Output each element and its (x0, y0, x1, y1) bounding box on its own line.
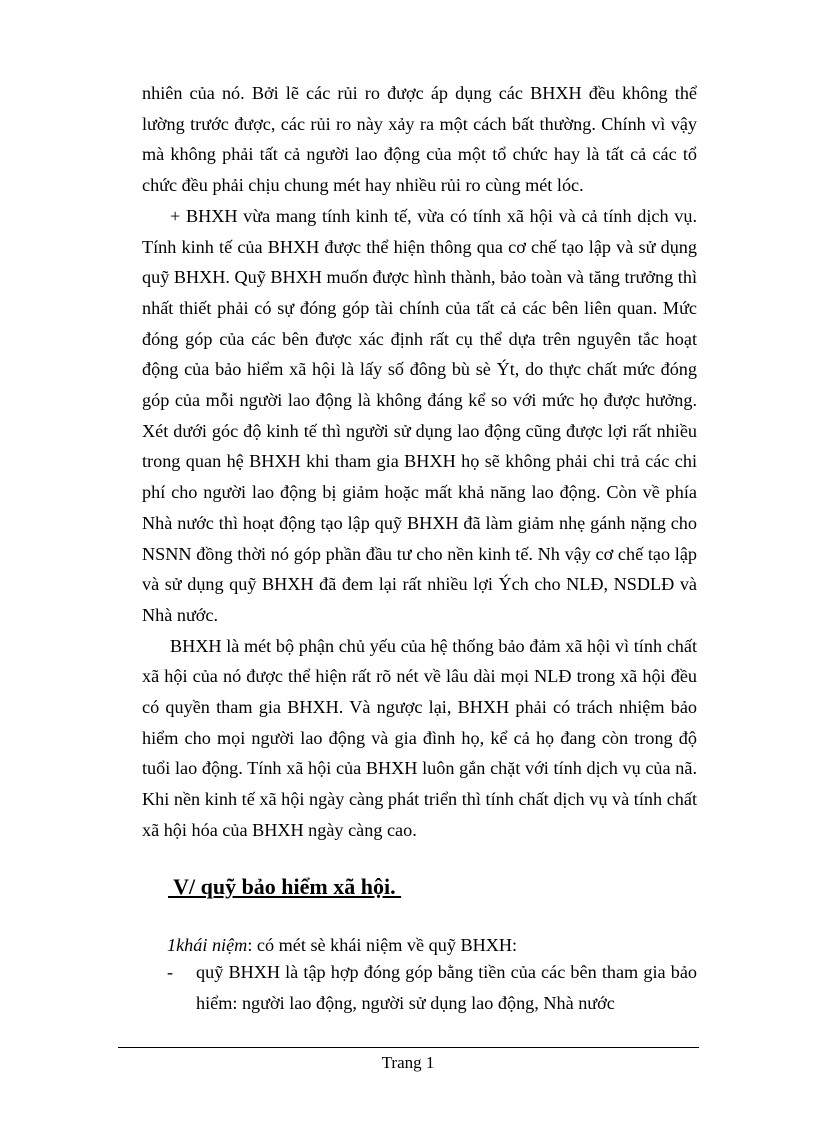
paragraph-continuation: nhiên của nó. Bởi lẽ các rủi ro được áp dụng các BHXH đều không thể lường trước được, các rủi ro này xảy ra một cách bất thường. Chính vì vậy mà không phải tất cả người lao động của một tổ chức hay là tất cả các tổ chức đều phải chịu chung mét hay nhiều rủi ro cùng mét lóc. (142, 83, 697, 196)
definition-list (142, 957, 697, 1018)
footer-divider (118, 1047, 699, 1048)
concept-text: : có mét sè khái niệm về quỹ BHXH: (247, 935, 518, 955)
body-text (142, 78, 697, 846)
list-item (142, 957, 697, 1018)
concept-intro (167, 930, 697, 960)
section-heading: V/ quỹ bảo hiểm xã hội. (168, 874, 402, 899)
paragraph-social-nature: BHXH là mét bộ phận chủ yếu của hệ thống bảo đảm xã hội vì tính chất xã hội của nó được thể hiện rất rõ nét về lâu dài mọi NLĐ trong xã hội đều có quyền tham gia BHXH. Và ngược lại, BHXH phải có trách nhiệm bảo hiểm cho mọi người lao động và gia đình họ, kể cả họ đang còn trong độ tuổi lao động. Tính xã hội của BHXH luôn gắn chặt với tính dịch vụ của nã. Khi nền kinh tế xã hội ngày càng phát triển thì tính chất dịch vụ và tính chất xã hội hóa của BHXH ngày càng cao. (142, 635, 697, 840)
concept-label: 1khái niệm (167, 935, 248, 955)
paragraph-economic-nature: + BHXH vừa mang tính kinh tế, vừa có tính xã hội và cả tính dịch vụ. Tính kinh tế của BHXH được thể hiện thông qua cơ chế tạo lập và sử dụng quỹ BHXH. Quỹ BHXH muốn được hình thành, bảo toàn và tăng trưởng thì nhất thiết phải có sự đóng góp tài chính của tất cả các bên liên quan. Mức đóng góp của các bên được xác định rất cụ thể dựa trên nguyên tắc hoạt động của bảo hiểm xã hội là lấy số đông bù sè Ýt, do thực chất mức đóng góp của mỗi người lao động là không đáng kể so với mức họ được hưởng. Xét dưới góc độ kinh tế thì người sử dụng lao động cũng được lợi rất nhiều trong quan hệ BHXH khi tham gia BHXH họ sẽ không phải chi trả các chi phí cho người lao động bị giảm hoặc mất khả năng lao động. Còn về phía Nhà nước thì hoạt động tạo lập quỹ BHXH đã làm giảm nhẹ gánh nặng cho NSNN đồng thời nó góp phần đầu tư cho nền kinh tế. Nh vậy cơ chế tạo lập và sử dụng quỹ BHXH đã đem lại rất nhiều lợi Ých cho NLĐ, NSDLĐ và Nhà nước. (142, 205, 697, 625)
page-number: Trang 1 (381, 1053, 435, 1072)
bullet-marker: - (167, 962, 174, 982)
list-item-text: quỹ BHXH là tập hợp đóng góp bằng tiền của các bên tham gia bảo hiểm: người lao động, người sử dụng lao động, Nhà nước (196, 962, 697, 1013)
